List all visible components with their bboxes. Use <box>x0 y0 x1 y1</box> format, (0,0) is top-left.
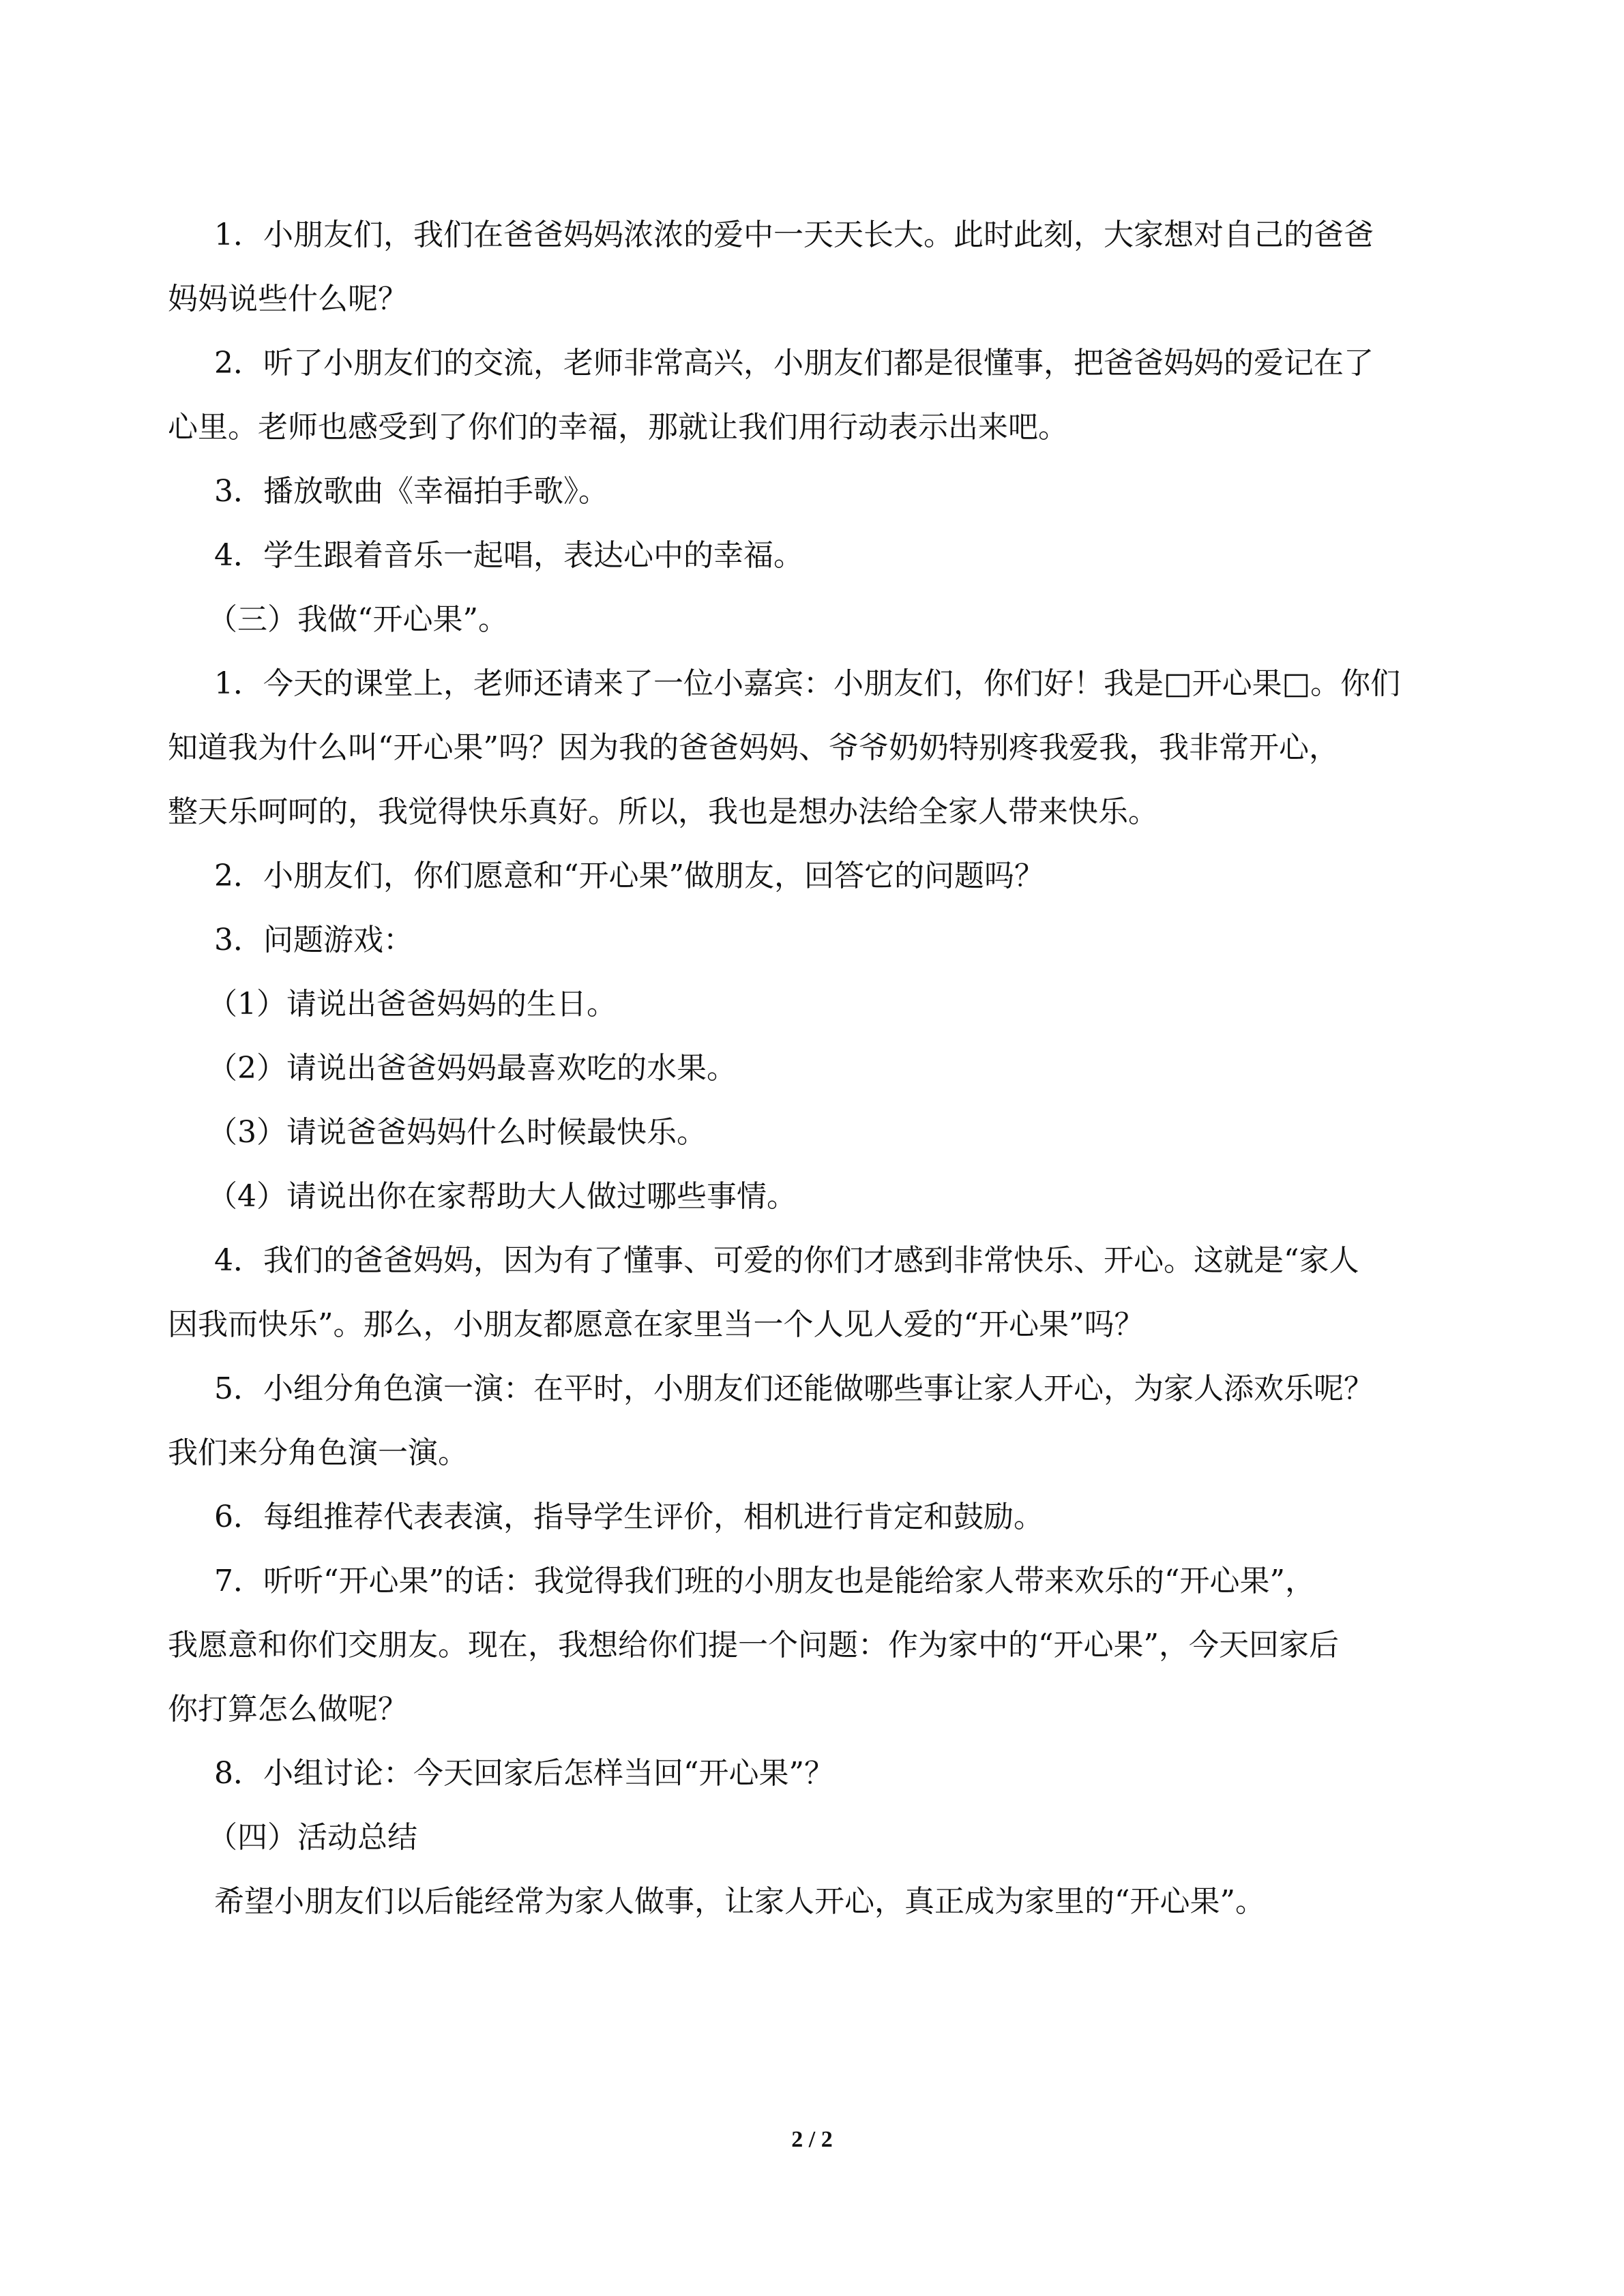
text-line: 因我而快乐”。那么，小朋友都愿意在家里当一个人见人爱的“开心果”吗？ <box>168 1307 1145 1342</box>
text-line: 2．听了小朋友们的交流，老师非常高兴，小朋友们都是很懂事，把爸爸妈妈的爱记在了 <box>214 346 1374 381</box>
text-line: 心里。老师也感受到了你们的幸福，那就让我们用行动表示出来吧。 <box>168 410 1068 445</box>
paragraph-3 <box>168 460 1491 524</box>
text-line: 你打算怎么做呢？ <box>168 1692 408 1727</box>
text-line: （3）请说爸爸妈妈什么时候最快乐。 <box>207 1115 707 1150</box>
text-line: （1）请说出爸爸妈妈的生日。 <box>207 987 617 1022</box>
text-line: 我们来分角色演一演。 <box>168 1435 468 1470</box>
page-number: 2 / 2 <box>791 2127 833 2152</box>
section-heading-4 <box>168 1806 1491 1870</box>
text-line: 8．小组讨论：今天回家后怎样当回“开心果”？ <box>214 1756 834 1791</box>
text-line: 知道我为什么叫“开心果”吗？因为我的爸爸妈妈、爷爷奶奶特别疼我爱我，我非常开心， <box>168 730 1339 765</box>
paragraph-1 <box>168 203 1491 331</box>
text-line: 3．问题游戏： <box>214 923 413 957</box>
text-line: 我愿意和你们交朋友。现在，我想给你们提一个问题：作为家中的“开心果”，今天回家后 <box>168 1628 1339 1663</box>
paragraph-12 <box>168 1742 1491 1806</box>
heading-line: （三）我做“开心果”。 <box>207 602 508 637</box>
question-2 <box>168 1037 1491 1101</box>
text-line: 3．播放歌曲《幸福拍手歌》。 <box>214 474 608 509</box>
text-line: 7．听听“开心果”的话：我觉得我们班的小朋友也是能给家人带来欢乐的“开心果”， <box>214 1564 1315 1598</box>
paragraph-7 <box>168 908 1491 972</box>
paragraph-6 <box>168 844 1491 908</box>
text-line: 整天乐呵呵的，我觉得快乐真好。所以，我也是想办法给全家人带来快乐。 <box>168 794 1158 829</box>
question-3 <box>168 1101 1491 1165</box>
section-heading-3 <box>168 588 1491 652</box>
paragraph-2 <box>168 331 1491 460</box>
text-line: 2．小朋友们，你们愿意和“开心果”做朋友，回答它的问题吗？ <box>214 859 1044 893</box>
text-line: 5．小组分角色演一演：在平时，小朋友们还能做哪些事让家人开心，为家人添欢乐呢？ <box>214 1371 1374 1406</box>
question-1 <box>168 972 1491 1037</box>
text-line: 1．今天的课堂上，老师还请来了一位小嘉宾：小朋友们，你们好！我是□开心果□。你们 <box>214 666 1401 701</box>
paragraph-10 <box>168 1485 1491 1549</box>
text-line: 4．我们的爸爸妈妈，因为有了懂事、可爱的你们才感到非常快乐、开心。这就是“家人 <box>214 1243 1359 1278</box>
text-line: 希望小朋友们以后能经常为家人做事，让家人开心，真正成为家里的“开心果”。 <box>214 1884 1265 1919</box>
text-line: 1．小朋友们，我们在爸爸妈妈浓浓的爱中一天天长大。此时此刻，大家想对自己的爸爸 <box>214 218 1374 252</box>
text-line: 妈妈说些什么呢？ <box>168 282 408 316</box>
heading-line: （四）活动总结 <box>207 1820 417 1855</box>
paragraph-8 <box>168 1229 1491 1357</box>
question-4 <box>168 1165 1491 1229</box>
paragraph-9 <box>168 1357 1491 1485</box>
text-line: 4．学生跟着音乐一起唱，表达心中的幸福。 <box>214 538 803 573</box>
paragraph-11 <box>168 1549 1491 1742</box>
paragraph-13 <box>168 1870 1491 1934</box>
text-line: （4）请说出你在家帮助大人做过哪些事情。 <box>207 1179 797 1214</box>
paragraph-5 <box>168 652 1491 844</box>
paragraph-4 <box>168 524 1491 588</box>
text-line: （2）请说出爸爸妈妈最喜欢吃的水果。 <box>207 1051 737 1086</box>
text-line: 6．每组推荐代表表演，指导学生评价，相机进行肯定和鼓励。 <box>214 1500 1044 1534</box>
